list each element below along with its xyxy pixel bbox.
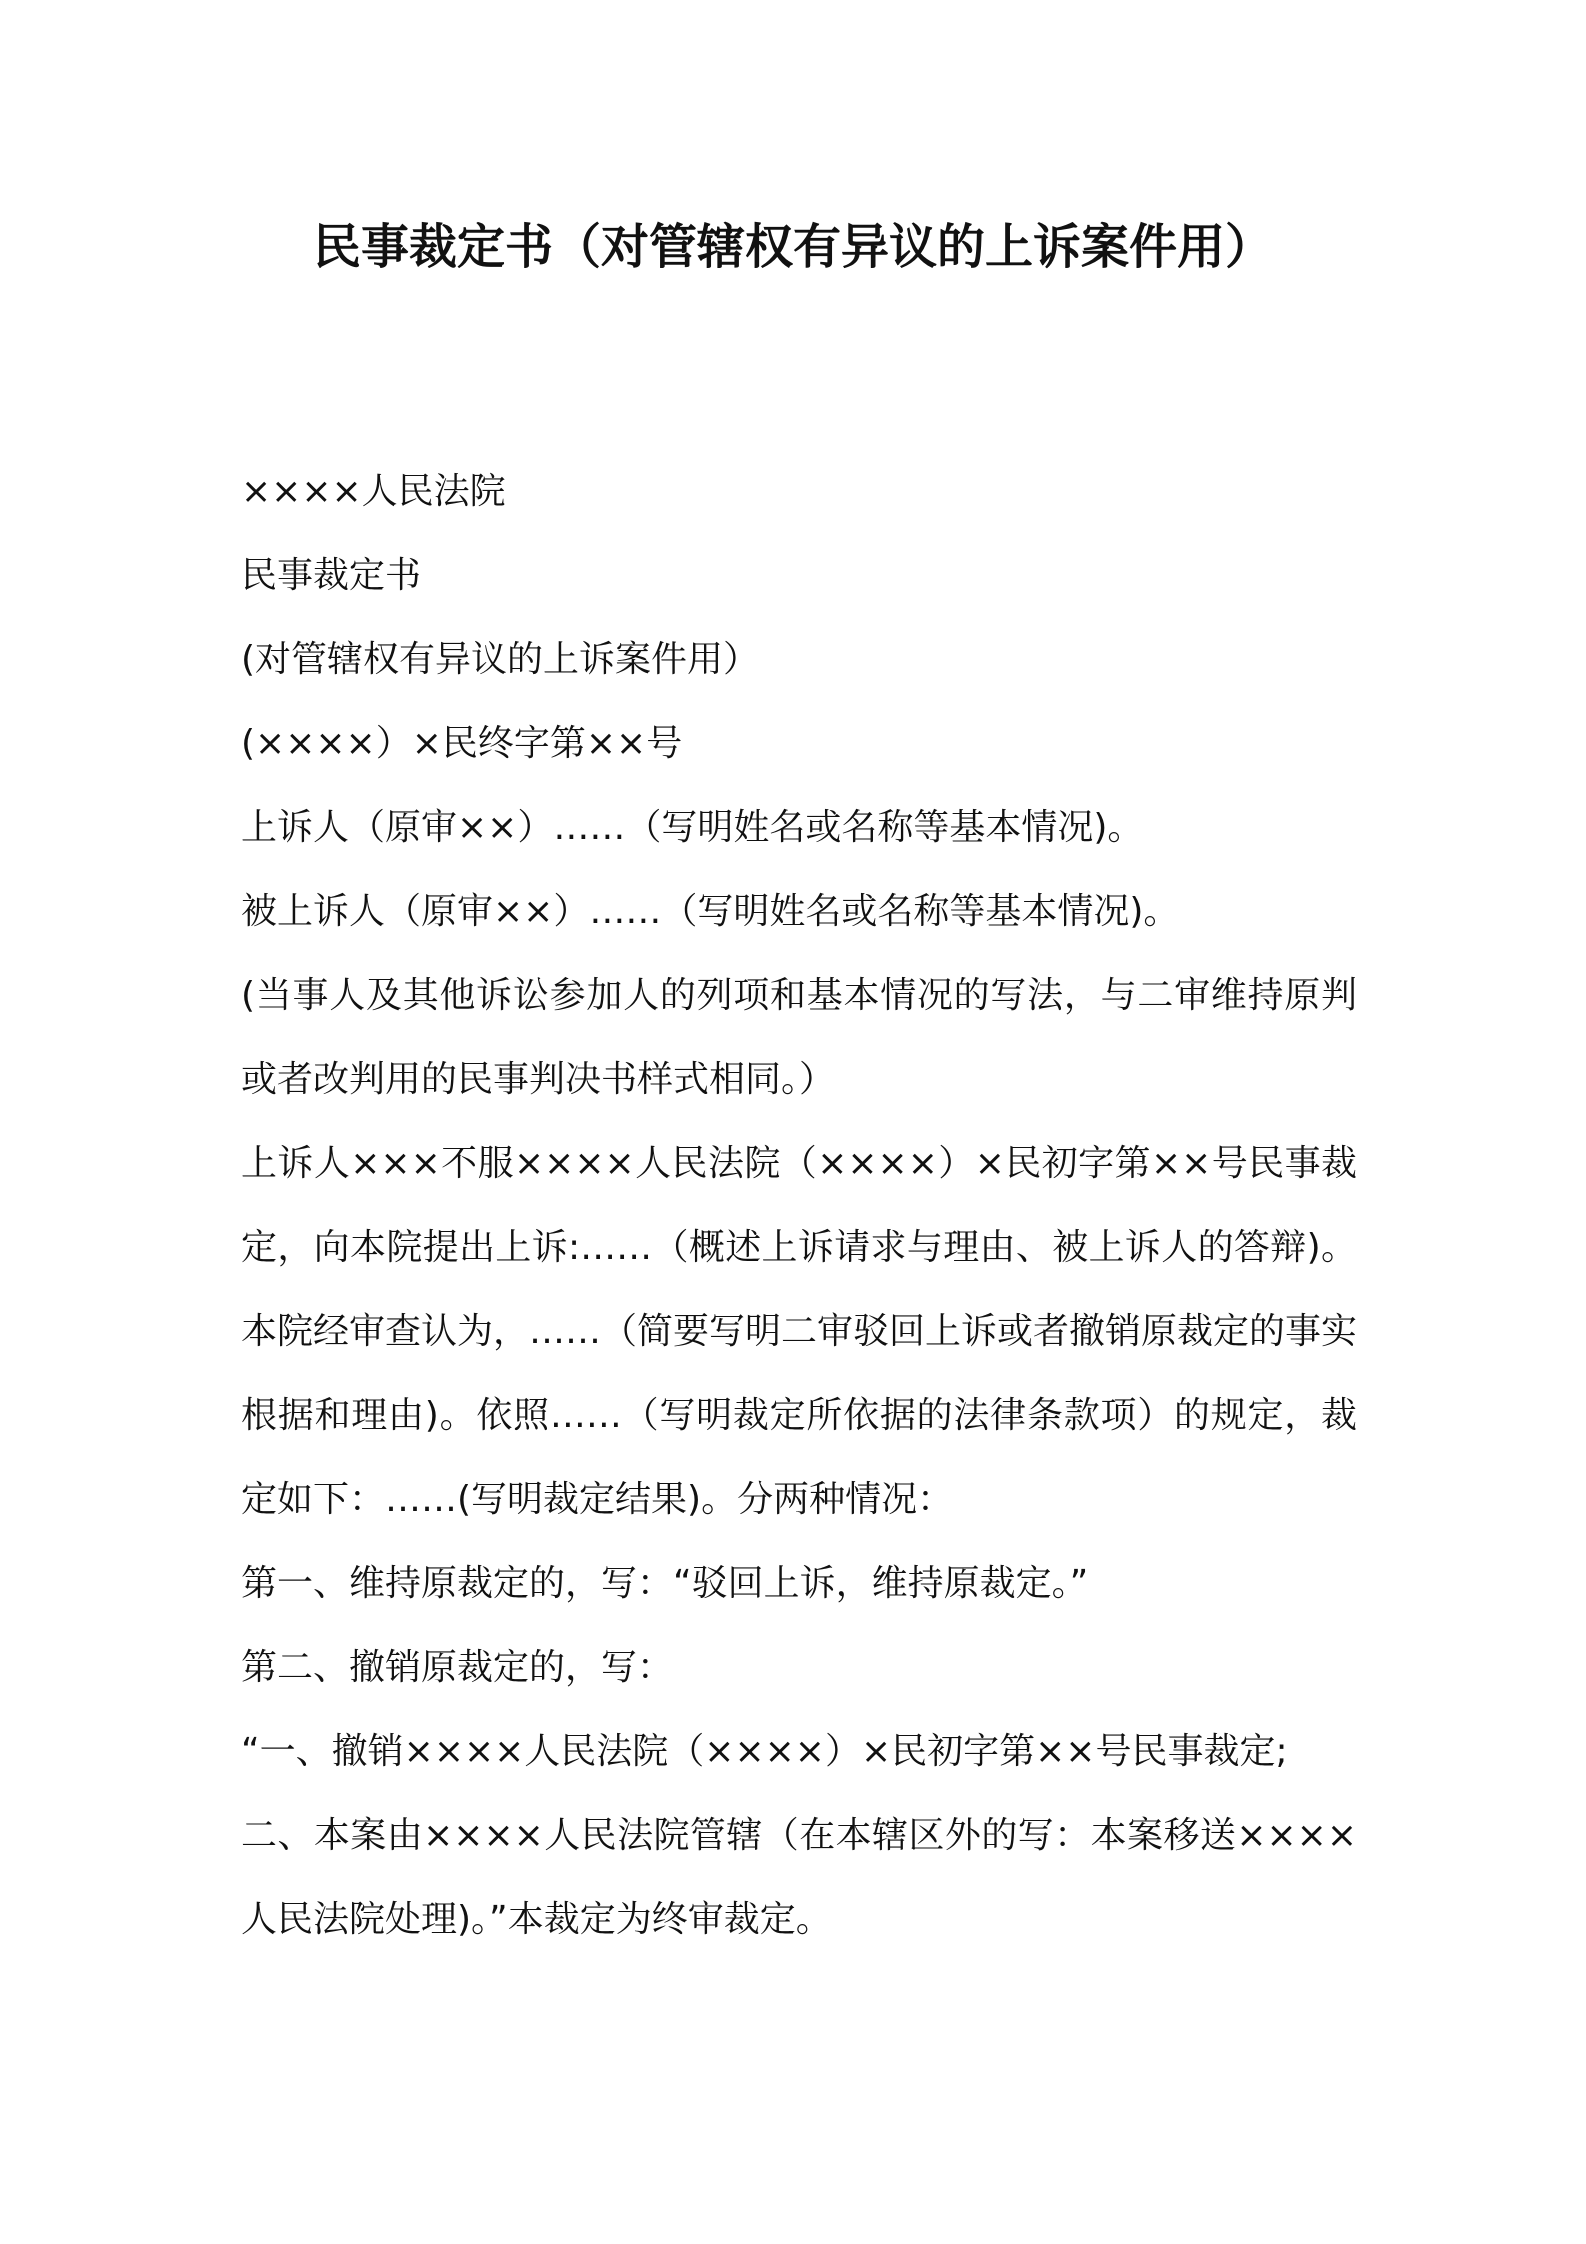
appellant-line: 上诉人（原审××）……（写明姓名或名称等基本情况)。	[241, 807, 1144, 848]
ruling-body: 上诉人×××不服××××人民法院（××××）×民初字第××号民事裁定，向本院提出上诉:……（概述上诉请求与理由、被上诉人的答辩)。本院经审查认为，……（简要写明二审驳回上诉或者撤销原裁定的事实根据和理由)。依照……（写明裁定所依据的法律条款项）的规定，裁定如下：……(写明裁定结果)。分两种情况：	[241, 1143, 1358, 1520]
case-one: 第一、维持原裁定的，写：“驳回上诉，维持原裁定。”	[241, 1563, 1089, 1604]
appellee-line: 被上诉人（原审××）……（写明姓名或名称等基本情况)。	[241, 891, 1180, 932]
parties-note: (当事人及其他诉讼参加人的列项和基本情况的写法，与二审维持原判或者改判用的民事判决书样式相同。）	[241, 975, 1357, 1100]
document-title: 民事裁定书（对管辖权有异议的上诉案件用）	[312, 219, 1273, 275]
case-two: 第二、撤销原裁定的，写：	[241, 1647, 674, 1688]
document-type: 民事裁定书	[241, 555, 422, 596]
court-name: ××××人民法院	[241, 471, 506, 512]
case-number: (××××）×民终字第××号	[241, 723, 683, 764]
document-body	[241, 450, 1357, 1962]
document-subtype: (对管辖权有异议的上诉案件用）	[241, 639, 760, 680]
ruling-item-two: 二、本案由××××人民法院管辖（在本辖区外的写：本案移送××××人民法院处理)。”本裁定为终审裁定。	[241, 1815, 1357, 1940]
ruling-item-one: “一、撤销××××人民法院（××××）×民初字第××号民事裁定;	[241, 1731, 1288, 1772]
